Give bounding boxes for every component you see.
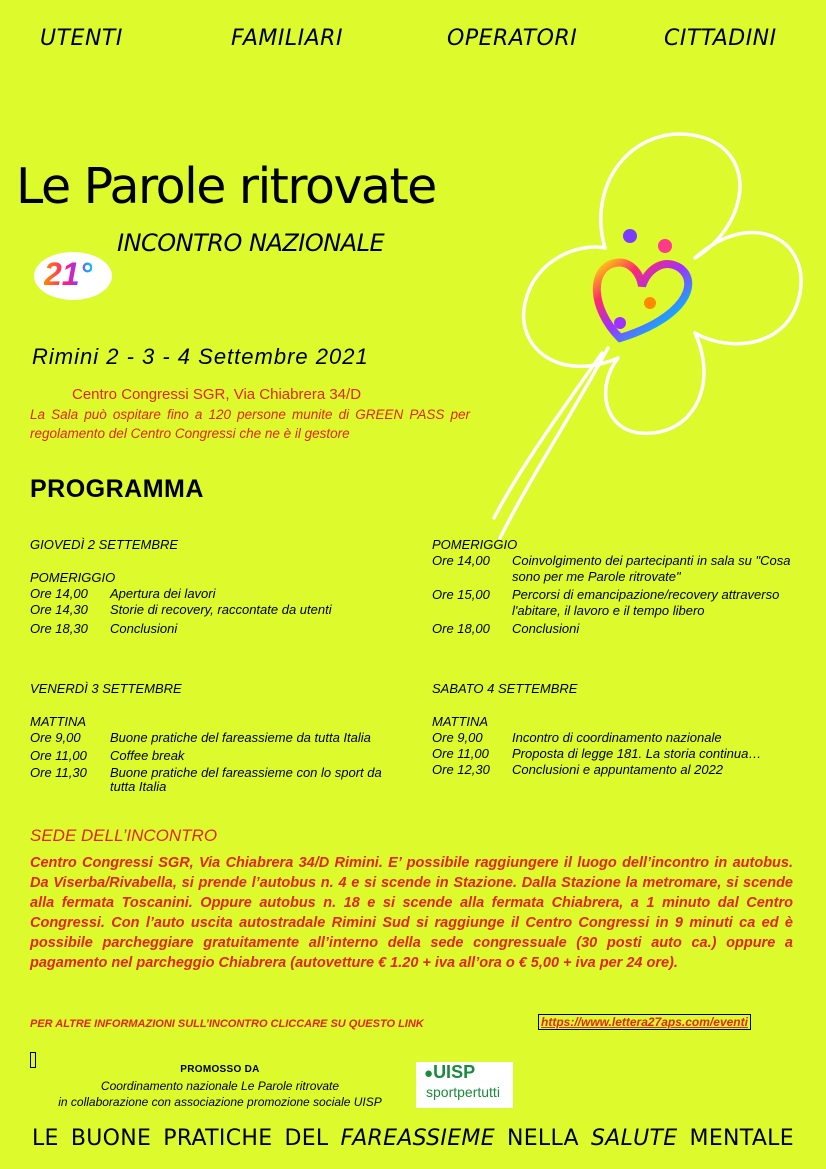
session-heading: POMERIGGIO xyxy=(30,570,116,585)
day-heading: VENERDÌ 3 SETTEMBRE xyxy=(30,681,182,696)
activity: Conclusioni xyxy=(110,621,178,636)
time: Ore 11,30 xyxy=(30,765,87,780)
promoters-block xyxy=(30,1062,410,1110)
programma-heading: PROGRAMMA xyxy=(30,475,204,503)
session-heading: POMERIGGIO xyxy=(432,537,518,552)
session-heading: MATTINA xyxy=(30,714,87,729)
schedule-row xyxy=(30,602,410,618)
time: Ore 14,00 xyxy=(432,553,490,568)
promo-line: in collaborazione con associazione promozione sociale UISP xyxy=(58,1095,382,1109)
friday-section xyxy=(30,681,410,794)
event-date: Rimini 2 - 3 - 4 Settembre 2021 xyxy=(32,344,369,369)
time: Ore 18,30 xyxy=(30,621,88,636)
audience-cittadini: CITTADINI xyxy=(664,26,777,51)
schedule-row xyxy=(30,586,410,602)
schedule-row xyxy=(432,730,798,746)
activity: Storie di recovery, raccontate da utenti xyxy=(110,602,332,617)
schedule-row xyxy=(432,553,798,585)
schedule-row xyxy=(432,587,798,619)
green-pass-note: La Sala può ospitare fino a 120 persone munite di GREEN PASS per regolamento del Centro Congressi che ne è il gestore xyxy=(30,407,470,441)
schedule-row xyxy=(30,730,410,746)
footer-word: SALUTE xyxy=(590,1126,678,1151)
schedule-row xyxy=(30,766,410,794)
day-heading: GIOVEDÌ 2 SETTEMBRE xyxy=(30,537,179,552)
edition-number: 21° xyxy=(44,256,93,292)
day-heading: SABATO 4 SETTEMBRE xyxy=(432,681,578,696)
venue-address: Centro Congressi SGR, Via Chiabrera 34/D xyxy=(72,386,362,403)
events-link[interactable]: https://www.lettera27aps.com/eventi xyxy=(538,1014,751,1030)
schedule-row xyxy=(432,762,798,778)
activity: Coinvolgimento dei partecipanti in sala su "Cosa sono per me Parole ritrovate" xyxy=(512,553,791,584)
footer-slogan xyxy=(32,1126,794,1151)
time: Ore 18,00 xyxy=(432,621,490,636)
activity: Percorsi di emancipazione/recovery attraverso l'abitare, il lavoro e il tempo libero xyxy=(512,587,780,618)
activity: Conclusioni xyxy=(512,621,580,636)
activity: Buone pratiche del fareassieme da tutta Italia xyxy=(110,730,371,745)
footer-word: NELLA xyxy=(506,1126,579,1151)
activity: Conclusioni e appuntamento al 2022 xyxy=(512,762,724,777)
event-subtitle: INCONTRO NAZIONALE xyxy=(117,229,385,257)
afternoon-section xyxy=(432,537,798,637)
promo-heading: PROMOSSO DA xyxy=(180,1064,260,1075)
time: Ore 12,30 xyxy=(432,762,490,777)
audience-familiari: FAMILIARI xyxy=(231,26,343,51)
promo-line: Coordinamento nazionale Le Parole ritrovate xyxy=(100,1079,340,1093)
thursday-section xyxy=(30,537,410,637)
schedule-row xyxy=(432,746,798,762)
audience-operatori: OPERATORI xyxy=(447,26,578,51)
info-text: PER ALTRE INFORMAZIONI SULL’INCONTRO CLICCARE SU QUESTO LINK xyxy=(30,1018,424,1030)
activity: Buone pratiche del fareassieme con lo sport da tutta Italia xyxy=(110,765,382,794)
activity: Proposta di legge 181. La storia continua… xyxy=(512,746,762,761)
footer-word: DEL xyxy=(284,1126,329,1151)
footer-word: LE xyxy=(32,1126,59,1151)
sede-description: Centro Congressi SGR, Via Chiabrera 34/D Rimini. E’ possibile raggiungere il luogo dell’incontro in autobus. Da Viserba/Rivabella, si prende l’autobus n. 4 e si scende in Stazione. Dalla Stazione la metromare, si scende alla fermata Toscanini. Oppure autobus n. 18 e si scende alla fermata Chiabrera, a 1 minuto dal Centro Congressi. Con l’auto uscita autostradale Rimini Sud si raggiunge il Centro Congressi in 9 minuti ca ed è possibile parcheggiare gratuitamente all’interno della sede congressuale (30 posti auto ca.) oppure a pagamento nel parcheggio Chiabrera (autovetture € 1.20 + iva all’ora o € 5,00 + iva per 24 ore). xyxy=(30,855,793,971)
time: Ore 11,00 xyxy=(30,748,87,763)
uisp-logo-name: ●UISP xyxy=(424,1062,476,1082)
activity: Coffee break xyxy=(110,748,185,763)
footer-word: BUONE xyxy=(70,1126,152,1151)
schedule-row xyxy=(30,621,410,637)
saturday-section xyxy=(432,681,798,778)
activity: Apertura dei lavori xyxy=(110,586,216,601)
footer-word: FAREASSIEME xyxy=(340,1126,495,1151)
time: Ore 15,00 xyxy=(432,587,490,602)
footer-word: PRATICHE xyxy=(163,1126,273,1151)
time: Ore 14,30 xyxy=(30,602,88,617)
flower-logo xyxy=(490,118,826,548)
time: Ore 11,00 xyxy=(432,746,489,761)
footer-word: MENTALE xyxy=(689,1126,794,1151)
audience-utenti: UTENTI xyxy=(40,26,123,51)
time: Ore 9,00 xyxy=(432,730,483,745)
uisp-logo-tagline: sportpertutti xyxy=(426,1084,500,1100)
session-heading: MATTINA xyxy=(432,714,489,729)
schedule-row xyxy=(432,621,798,637)
activity: Incontro di coordinamento nazionale xyxy=(512,730,722,745)
sede-heading: SEDE DELL’INCONTRO xyxy=(30,826,218,845)
schedule-row xyxy=(30,748,410,764)
time: Ore 14,00 xyxy=(30,586,88,601)
time: Ore 9,00 xyxy=(30,730,81,745)
event-title: Le Parole ritrovate xyxy=(16,158,436,215)
